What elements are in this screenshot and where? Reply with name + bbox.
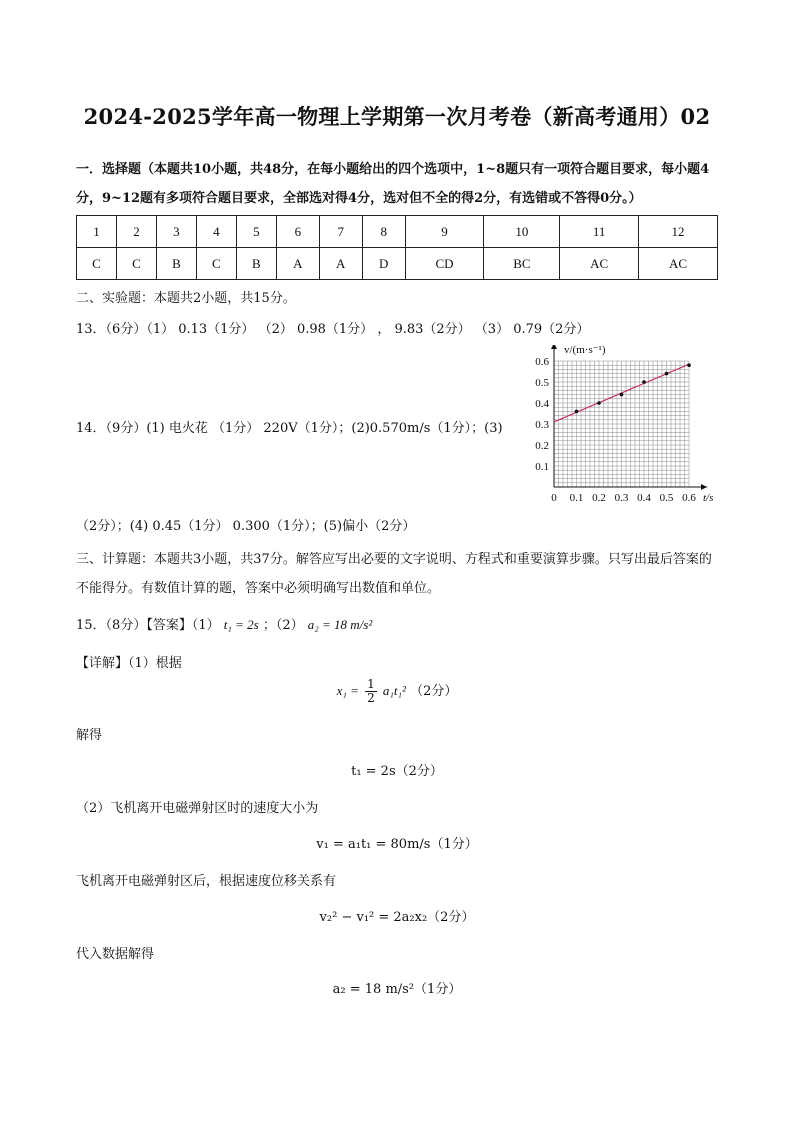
y-tick-label: 0.2 [535, 440, 549, 452]
fraction-half [365, 678, 377, 705]
table-cell: B [156, 248, 196, 280]
table-cell: 10 [484, 216, 560, 248]
table-cell: 8 [362, 216, 405, 248]
x-tick-label: 0.3 [614, 492, 629, 504]
table-cell: 1 [77, 216, 117, 248]
table-cell: 11 [560, 216, 639, 248]
x-tick-label: 0.4 [637, 492, 651, 504]
equation-2: t₁ = 2s（2分） [351, 764, 443, 779]
equation-1 [0, 678, 794, 705]
q15-separator: ；（2） [262, 618, 304, 633]
q13-answer: 13．（6分）（1） 0.13（1分） （2） 0.98（1分） ， 9.83（2分） （3） 0.79（2分） [76, 322, 590, 337]
table-cell: B [236, 248, 276, 280]
table-cell: 2 [116, 216, 156, 248]
page-title: 2024-2025学年高一物理上学期第一次月考卷（新高考通用）02 [83, 104, 711, 129]
q15-answer-2: a₂ = 18 m/s² [307, 617, 373, 632]
x-tick-label: 0.1 [569, 492, 584, 504]
x-tick-label: 0.2 [592, 492, 606, 504]
velocity-time-chart [522, 345, 722, 510]
section3-header: 三、计算题：本题共3小题，共37分。解答应写出必要的文字说明、方程式和重要演算步骤。只写出最后答案的不能得分。有数值计算的题，答案中必须明确写出数值和单位。 [76, 552, 712, 596]
table-cell: C [116, 248, 156, 280]
table-cell: C [77, 248, 117, 280]
part2-text: （2）飞机离开电磁弹射区时的速度大小为 [76, 801, 319, 816]
eq1-lhs: x₁ = [336, 683, 359, 698]
equation-3: v₁ = a₁t₁ = 80m/s（1分） [316, 837, 478, 852]
table-row-answers [77, 248, 718, 280]
table-cell: C [196, 248, 236, 280]
data-point [687, 363, 691, 367]
fraction-denominator: 2 [367, 691, 375, 705]
table-cell: 9 [405, 216, 484, 248]
y-tick-label: 0.6 [535, 356, 549, 368]
q15-detail: 【详解】（1）根据 [76, 656, 182, 671]
table-cell: 6 [276, 216, 319, 248]
data-point [642, 380, 646, 384]
table-cell: AC [639, 248, 718, 280]
y-axis-label: v/(m·s⁻¹) [564, 345, 606, 356]
y-tick-label: 0.5 [535, 377, 549, 389]
y-tick-label: 0.4 [535, 398, 549, 410]
eq1-rhs: a₁t₁² [382, 683, 406, 698]
substitute-text: 代入数据解得 [76, 947, 155, 962]
data-point [597, 401, 601, 405]
eq1-score: （2分） [410, 684, 458, 699]
data-point [620, 393, 624, 397]
y-axis-arrow [551, 345, 557, 349]
y-tick-label: 0.3 [535, 419, 549, 431]
section2-header: 二、实验题：本题共2小题，共15分。 [76, 291, 296, 306]
table-cell: D [362, 248, 405, 280]
x-tick-label: 0.5 [659, 492, 674, 504]
fraction-numerator: 1 [367, 677, 375, 691]
after-text: 飞机离开电磁弹射区后，根据速度位移关系有 [76, 874, 337, 889]
equation-5: a₂ = 18 m/s²（1分） [332, 982, 462, 997]
q15-answer-1: t₁ = 2s [223, 617, 259, 632]
table-cell: CD [405, 248, 484, 280]
x-tick-label: 0.6 [682, 492, 696, 504]
table-cell: 5 [236, 216, 276, 248]
chart-labels [535, 345, 713, 504]
table-cell: 7 [319, 216, 362, 248]
chart-grid [554, 361, 689, 487]
equation-4: v₂² − v₁² = 2a₂x₂（2分） [319, 910, 475, 925]
x-axis-label: t/s [703, 492, 714, 504]
q15-answer-line [76, 614, 372, 633]
answer-table [76, 215, 718, 280]
table-cell: 4 [196, 216, 236, 248]
table-cell: A [276, 248, 319, 280]
section1-header: 一．选择题（本题共10小题，共48分，在每小题给出的四个选项中，1~8题只有一项符合题目要求，每小题4分，9~12题有多项符合题目要求，全部选对得4分，选对但不全的得2分，有选错或不答得0分。） [76, 162, 710, 206]
y-tick-label: 0.1 [535, 461, 549, 473]
table-cell: 12 [639, 216, 718, 248]
table-cell: A [319, 248, 362, 280]
data-point [665, 372, 669, 376]
table-cell: 3 [156, 216, 196, 248]
data-point [575, 410, 579, 414]
table-cell: BC [484, 248, 560, 280]
solve-label: 解得 [76, 728, 103, 743]
chart-marks [554, 363, 691, 422]
q15-head: 15．（8分）【答案】（1） [76, 618, 220, 633]
table-row-numbers [77, 216, 718, 248]
table-cell: AC [560, 248, 639, 280]
x-axis-arrow [701, 484, 707, 490]
q14-answer-line2: （2分）；(4) 0.45（1分） 0.300（1分）；(5)偏小（2分） [76, 519, 416, 534]
q14-answer-line1: 14．（9分）(1) 电火花 （1分） 220V（1分）；(2)0.570m/s（1分）；(3) [76, 421, 503, 436]
x-tick-label: 0 [551, 492, 557, 504]
